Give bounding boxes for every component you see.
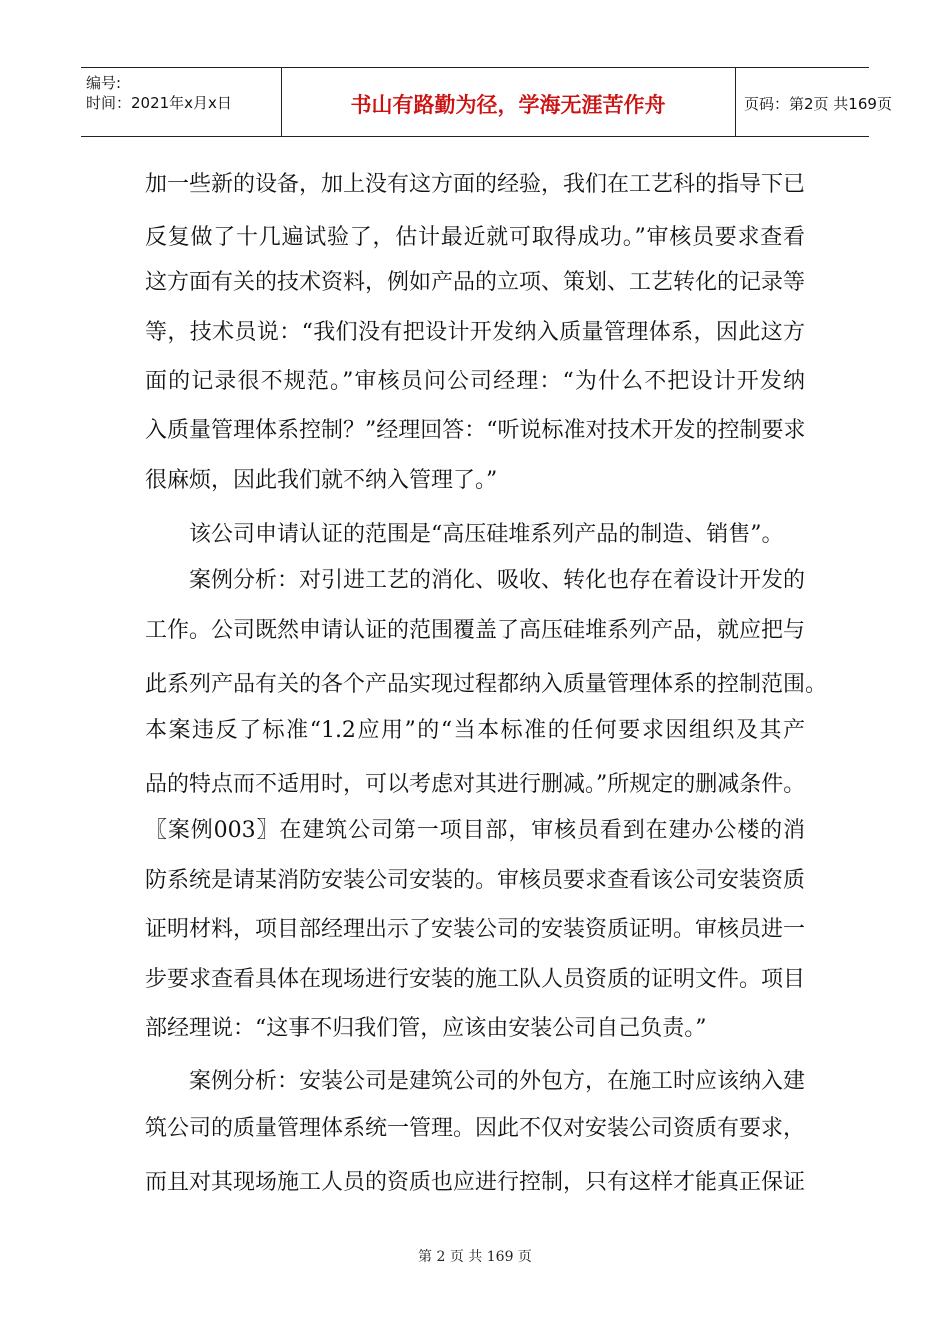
body-line: 等，技术员说：“我们没有把设计开发纳入质量管理体系，因此这方 bbox=[145, 320, 805, 345]
body-line: 品的特点而不适用时，可以考虑对其进行删减。”所规定的删减条件。 bbox=[145, 772, 806, 797]
header-motto-cell bbox=[281, 68, 736, 136]
body-line: 本案违反了标准“1.2应用”的“当本标准的任何要求因组织及其产 bbox=[145, 718, 805, 743]
body-line: 反复做了十几遍试验了，估计最近就可取得成功。”审核员要求查看 bbox=[145, 225, 805, 250]
body-line: 案例分析：安装公司是建筑公司的外包方，在施工时应该纳入建 bbox=[145, 1069, 806, 1094]
header-meta-cell bbox=[81, 68, 282, 136]
body-line: 加一些新的设备，加上没有这方面的经验，我们在工艺科的指导下已 bbox=[145, 172, 806, 197]
page-footer: 第 2 页 共 169 页 bbox=[418, 1249, 532, 1265]
body-line: 步要求查看具体在现场进行安装的施工队人员资质的证明文件。项目 bbox=[145, 967, 806, 992]
body-line: 很麻烦，因此我们就不纳入管理了。” bbox=[145, 468, 498, 493]
body-line: 案例分析：对引进工艺的消化、吸收、转化也存在着设计开发的 bbox=[145, 568, 806, 593]
body-line: 此系列产品有关的各个产品实现过程都纳入质量管理体系的控制范围。 bbox=[145, 672, 828, 697]
body-line: 入质量管理体系控制？”经理回答：“听说标准对技术开发的控制要求 bbox=[145, 418, 806, 443]
body-line: 〖案例003〗在建筑公司第一项目部，审核员看到在建办公楼的消 bbox=[145, 818, 805, 843]
body-line: 这方面有关的技术资料，例如产品的立项、策划、工艺转化的记录等 bbox=[145, 270, 806, 295]
body-line: 而且对其现场施工人员的资质也应进行控制，只有这样才能真正保证 bbox=[145, 1170, 806, 1195]
body-line: 防系统是请某消防安装公司安装的。审核员要求查看该公司安装资质 bbox=[145, 868, 806, 893]
page-header bbox=[81, 67, 892, 137]
body-line: 证明材料，项目部经理出示了安装公司的安装资质证明。审核员进一 bbox=[145, 917, 806, 942]
header-page-cell bbox=[735, 68, 892, 136]
document-number-label: 编号: bbox=[86, 74, 122, 92]
header-page-info: 页码：第2页 共169页 bbox=[744, 95, 892, 113]
body-line: 该公司申请认证的范围是“高压硅堆系列产品的制造、销售”。 bbox=[145, 522, 784, 547]
body-line: 面的记录很不规范。”审核员问公司经理：“为什么不把设计开发纳 bbox=[145, 369, 805, 394]
body-line: 部经理说：“这事不归我们管，应该由安装公司自己负责。” bbox=[145, 1016, 707, 1041]
document-date-label: 时间：2021年x月x日 bbox=[86, 94, 232, 112]
header-motto: 书山有路勤为径，学海无涯苦作舟 bbox=[350, 93, 666, 117]
body-line: 工作。公司既然申请认证的范围覆盖了高压硅堆系列产品，就应把与 bbox=[145, 618, 806, 643]
body-line: 筑公司的质量管理体系统一管理。因此不仅对安装公司资质有要求， bbox=[145, 1116, 806, 1141]
